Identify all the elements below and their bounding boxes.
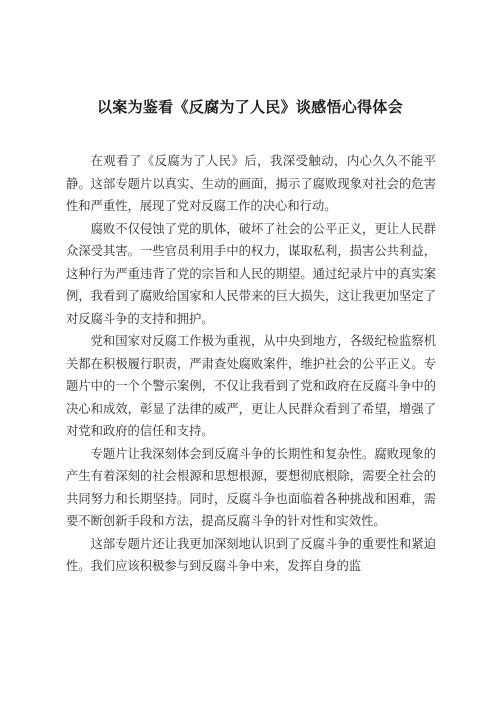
document-title: 以案为鉴看《反腐为了人民》谈感悟心得体会: [96, 98, 403, 116]
document-body: [66, 150, 436, 578]
paragraph-2: 腐败不仅侵蚀了党的肌体，破坏了社会的公平正义，更让人民群众深受其害。一些官员利用手中的权力，谋取私利，损害公共利益，这种行为严重违背了党的宗旨和人民的期望。通过纪录片中的真实案例，我看到了腐败给国家和人民带来的巨大损失，这让我更加坚定了对反腐斗争的支持和拥护。: [66, 221, 436, 326]
paragraph-3: 党和国家对反腐工作极为重视，从中央到地方，各级纪检监察机关都在积极履行职责，严肃查处腐败案件，维护社会的公平正义。专题片中的一个个警示案例，不仅让我看到了党和政府在反腐斗争中的决心和成效，彰显了法律的威严，更让人民群众看到了希望，增强了对党和政府的信任和支持。: [66, 334, 436, 438]
paragraph-5: 这部专题片还让我更加深刻地认识到了反腐斗争的重要性和紧迫性。我们应该积极参与到反腐斗争中来，发挥自身的监: [66, 536, 436, 573]
paragraph-4: 专题片让我深刻体会到反腐斗争的长期性和复杂性。腐败现象的产生有着深刻的社会根源和思想根源，要想彻底根除，需要全社会的共同努力和长期坚持。同时，反腐斗争也面临着各种挑战和困难，需要不断创新手段和方法，提高反腐斗争的针对性和实效性。: [66, 446, 436, 528]
paragraph-1: 在观看了《反腐为了人民》后，我深受触动，内心久久不能平静。这部专题片以真实、生动的画面，揭示了腐败现象对社会的危害性和严重性，展现了党对反腐工作的决心和行动。: [66, 154, 436, 213]
